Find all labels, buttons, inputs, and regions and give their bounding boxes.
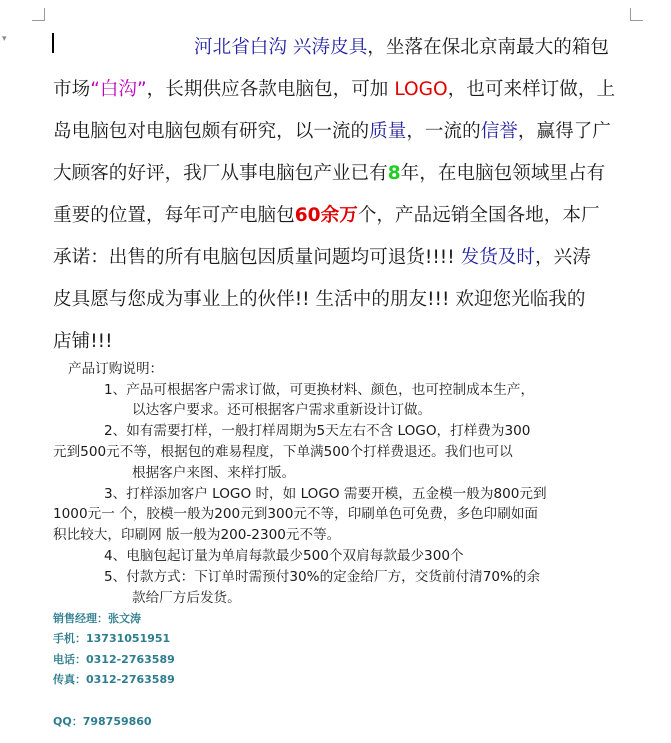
notes-line-3: 2、如有需要打样，一般打样周期为5天左右不含 LOGO，打样费为300 xyxy=(104,423,531,439)
market-name: “白沟” xyxy=(90,79,147,100)
mobile-number: 手机：13731051951 xyxy=(53,632,171,645)
notes-line-10: 5、付款方式：下订单时需预付30%的定金给厂方，交货前付清70%的余 xyxy=(104,569,541,585)
sales-manager: 销售经理：张文涛 xyxy=(53,612,141,625)
location-text: 河北省白沟 xyxy=(194,37,287,58)
phone-number: 电话：0312-2763589 xyxy=(53,653,175,666)
intro-line-6: 承诺：出售的所有电脑包因质量问题均可退货!!!! 发货及时，兴涛 xyxy=(53,247,591,268)
reputation-text: 信誉 xyxy=(480,121,518,142)
intro-line-2: 市场“白沟”，长期供应各款电脑包，可加 LOGO，也可来样订做，上 xyxy=(53,79,616,100)
quality-text: 质量 xyxy=(369,121,407,142)
delivery-text: 发货及时 xyxy=(460,247,535,268)
ruler-dropdown-icon[interactable]: ▾ xyxy=(2,34,7,44)
notes-line-4: 元到500元不等，根据包的难易程度，下单满500个打样费退还。我们也可以 xyxy=(53,444,513,460)
logo-text: LOGO xyxy=(394,79,448,100)
fax-number: 传真：0312-2763589 xyxy=(53,673,175,686)
notes-line-1: 1、产品可根据客户需求订做，可更换材料、颜色，也可控制成本生产， xyxy=(104,382,535,398)
notes-line-11: 款给厂方后发货。 xyxy=(132,590,241,606)
notes-line-8: 积比较大，印刷网 版一般为200-2300元不等。 xyxy=(53,527,341,543)
notes-line-9: 4、电脑包起订量为单肩每款最少500个双肩每款最少300个 xyxy=(104,548,464,564)
intro-line-5: 重要的位置，每年可产电脑包60余万个，产品远销全国各地，本厂 xyxy=(53,205,600,226)
notes-line-2: 以达客户要求。还可根据客户需求重新设计订做。 xyxy=(132,402,432,418)
intro-line-1: 河北省白沟 兴涛皮具，坐落在保北京南最大的箱包 xyxy=(194,37,610,58)
intro-line-4: 大顾客的好评，我厂从事电脑包产业已有8年，在电脑包领域里占有 xyxy=(53,163,606,184)
page-corner-mark-right xyxy=(630,8,643,21)
notes-line-7: 1000元一 个，胶模一般为200元到300元不等，印刷单色可免费，多色印刷如面 xyxy=(53,506,539,522)
notes-heading: 产品订购说明： xyxy=(68,361,164,377)
page-corner-mark-left xyxy=(32,8,45,21)
notes-line-6: 3、打样添加客户 LOGO 时，如 LOGO 需要开模，五金模一般为800元到 xyxy=(104,486,547,502)
intro-line-7: 皮具愿与您成为事业上的伙伴!! 生活中的朋友!!! 欢迎您光临我的 xyxy=(53,289,586,310)
capacity-text: 60余万 xyxy=(294,205,358,226)
qq-number: QQ：798759860 xyxy=(53,715,152,728)
intro-line-8: 店铺!!! xyxy=(53,331,113,352)
company-name: 兴涛皮具 xyxy=(292,37,368,58)
intro-line-3: 岛电脑包对电脑包颇有研究，以一流的质量，一流的信誉，赢得了广 xyxy=(53,121,611,142)
years-number: 8 xyxy=(387,163,401,184)
notes-line-5: 根据客户来图、来样打版。 xyxy=(132,465,296,481)
